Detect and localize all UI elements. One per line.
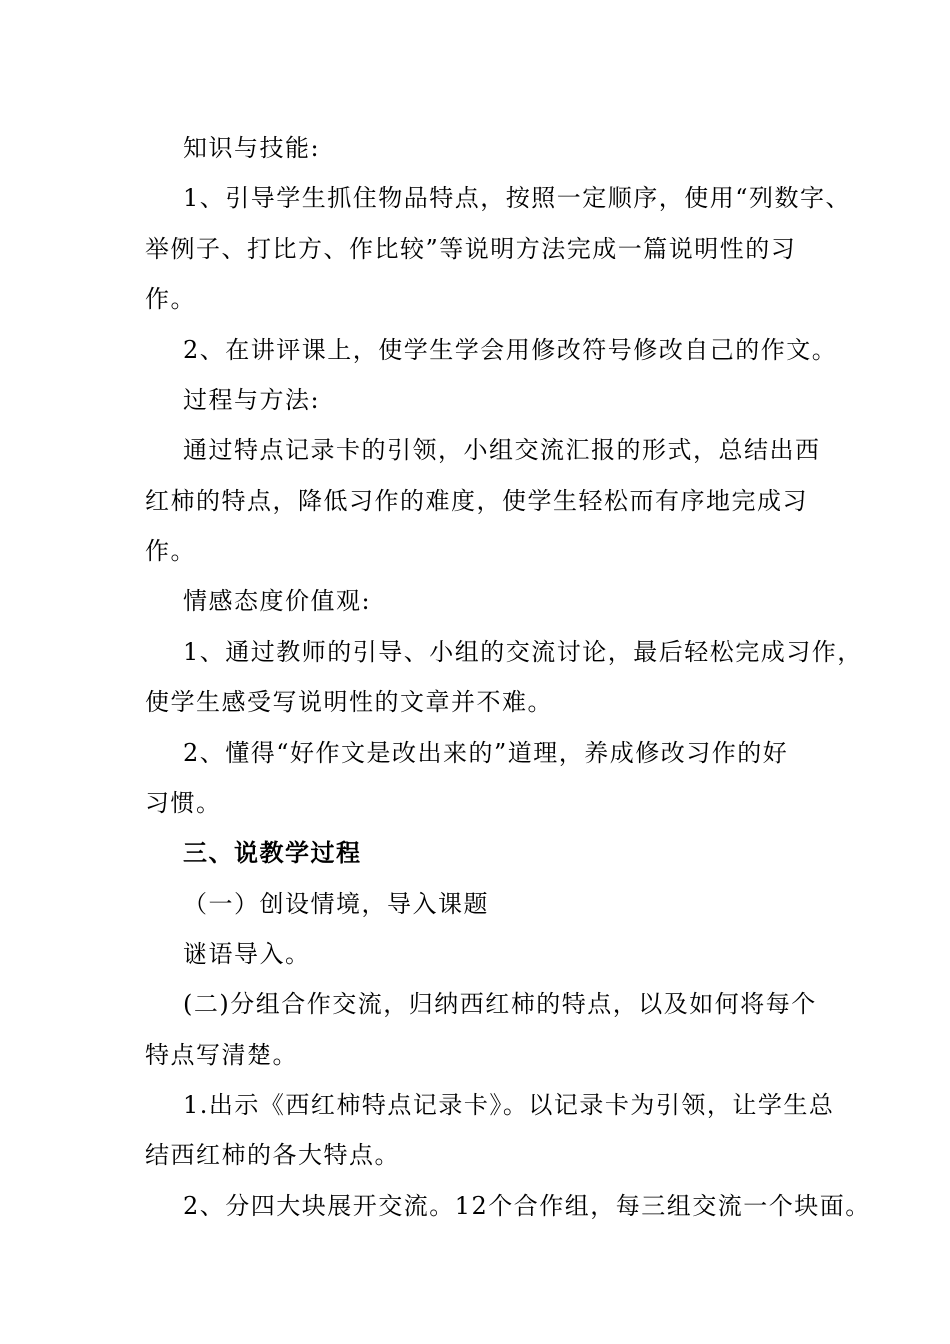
paragraph-line: 2、分四大块展开交流。12个合作组，每三组交流一个块面。 [183, 1192, 871, 1220]
paragraph-line: 使学生感受写说明性的文章并不难。 [145, 688, 553, 716]
paragraph-line: 2、懂得“好作文是改出来的”道理，养成修改习作的好 [183, 739, 789, 767]
heading-knowledge-skills: 知识与技能: [183, 134, 321, 162]
subheading-group-exchange: (二)分组合作交流，归纳西红柿的特点，以及如何将每个 [183, 990, 817, 1018]
paragraph-line: 谜语导入。 [183, 940, 311, 968]
paragraph-line: 习惯。 [145, 789, 222, 817]
paragraph-line: 结西红柿的各大特点。 [145, 1141, 400, 1169]
paragraph-line: 1.出示《西红柿特点记录卡》。以记录卡为引领，让学生总 [183, 1091, 835, 1119]
paragraph-line: 作。 [145, 285, 196, 313]
paragraph-line: 作。 [145, 537, 196, 565]
paragraph-line: 通过特点记录卡的引领，小组交流汇报的形式，总结出西 [183, 436, 821, 464]
section-heading-teaching-process: 三、说教学过程 [183, 838, 362, 867]
paragraph-line: 1、引导学生抓住物品特点，按照一定顺序，使用“列数字、 [183, 184, 852, 212]
paragraph-line: 举例子、打比方、作比较”等说明方法完成一篇说明性的习 [145, 235, 797, 263]
paragraph-line: 1、通过教师的引导、小组的交流讨论，最后轻松完成习作， [183, 638, 863, 666]
heading-emotion-attitude-values: 情感态度价值观: [183, 587, 372, 615]
heading-process-methods: 过程与方法: [183, 386, 321, 414]
subheading-create-situation: （一）创设情境，导入课题 [183, 890, 489, 918]
paragraph-line: 特点写清楚。 [145, 1041, 298, 1069]
paragraph-line: 2、在讲评课上，使学生学会用修改符号修改自己的作文。 [183, 336, 838, 364]
paragraph-line: 红柿的特点，降低习作的难度，使学生轻松而有序地完成习 [145, 487, 808, 515]
